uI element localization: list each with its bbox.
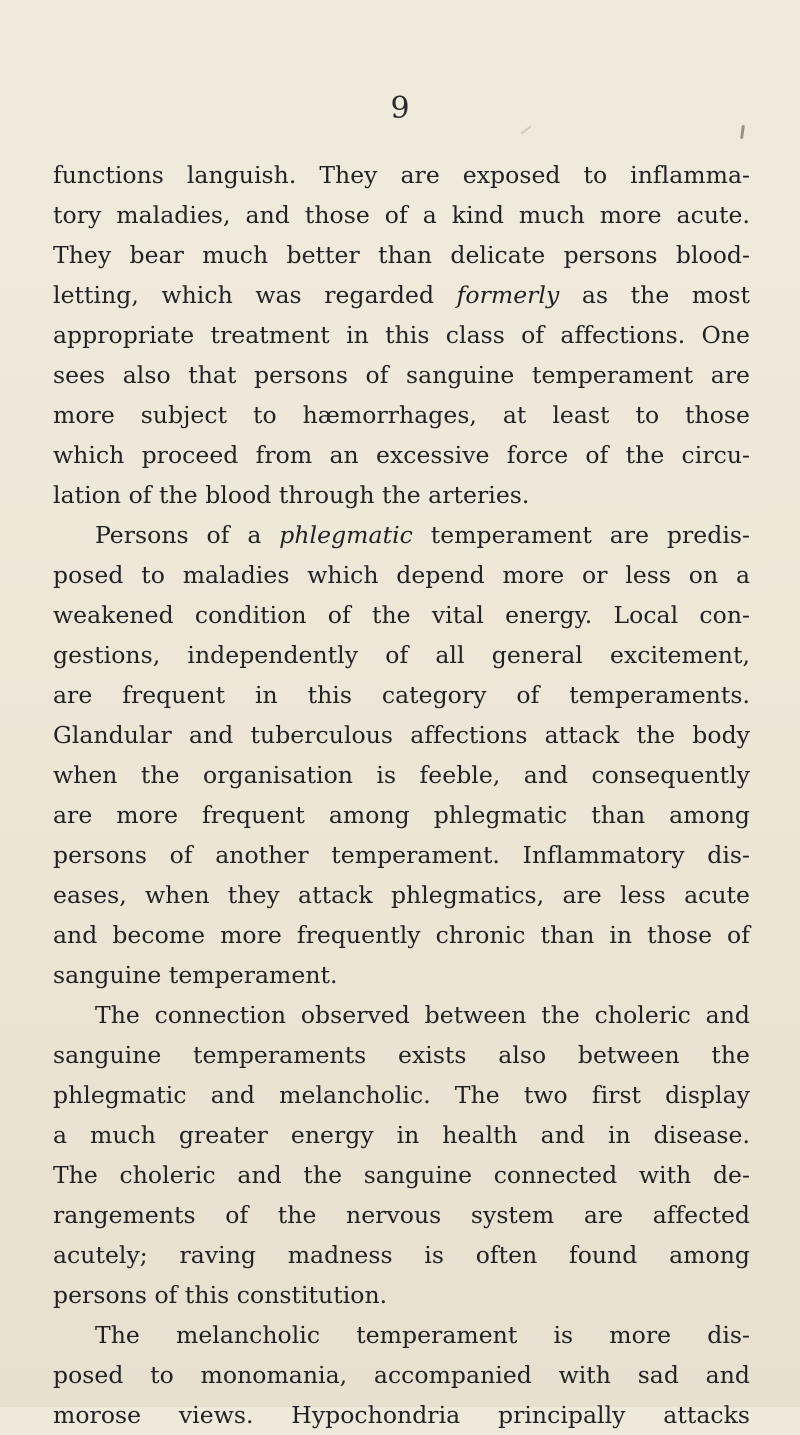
text-line: sanguine temperaments exists also between the — [53, 1041, 750, 1069]
text-line: when the organisation is feeble, and consequently — [53, 761, 750, 789]
margin-mark — [740, 125, 745, 139]
text-line: a much greater energy in health and in disease. — [53, 1121, 750, 1149]
text-line: are more frequent among phlegmatic than among — [53, 801, 750, 829]
text-line: persons of another temperament. Inflammatory dis- — [53, 841, 750, 869]
text-line: lation of the blood through the arteries. — [53, 481, 530, 509]
text-line: morose views. Hypochondria principally attacks — [53, 1401, 750, 1429]
text-line: gestions, independently of all general excitement, — [53, 641, 750, 669]
text-line: are frequent in this category of temperaments. — [53, 681, 750, 709]
text-line: appropriate treatment in this class of affections. One — [53, 321, 750, 349]
paragraph-first-line: The melancholic temperament is more dis- — [95, 1321, 750, 1349]
text-line: weakened condition of the vital energy. Local con- — [53, 601, 750, 629]
text-line: eases, when they attack phlegmatics, are less acute — [53, 881, 750, 909]
text-line: rangements of the nervous system are affected — [53, 1201, 750, 1229]
text-line: which proceed from an excessive force of the circu- — [53, 441, 750, 469]
paragraph-first-line — [53, 515, 750, 555]
text-run: as the most — [559, 281, 750, 309]
text-line: posed to monomania, accompanied with sad and — [53, 1361, 750, 1389]
text-line: functions languish. They are exposed to inflamma- — [53, 161, 750, 189]
text-line — [53, 275, 750, 315]
text-line: sanguine temperament. — [53, 961, 338, 989]
text-run: letting, which was regarded — [53, 281, 457, 309]
text-line: tory maladies, and those of a kind much more acute. — [53, 201, 750, 229]
italic-emphasis: formerly — [456, 281, 560, 309]
text-line: acutely; raving madness is often found among — [53, 1241, 750, 1269]
italic-emphasis: phlegmatic — [279, 521, 413, 549]
text-line: phlegmatic and melancholic. The two first display — [53, 1081, 750, 1109]
text-line: persons of this constitution. — [53, 1281, 388, 1309]
text-line: posed to maladies which depend more or less on a — [53, 561, 750, 589]
text-line: They bear much better than delicate persons blood- — [53, 241, 750, 269]
page-number: 9 — [390, 91, 410, 126]
text-line: The choleric and the sanguine connected with de- — [53, 1161, 750, 1189]
text-line: Glandular and tuberculous affections attack the body — [53, 721, 750, 749]
text-line: sees also that persons of sanguine temperament are — [53, 361, 750, 389]
text-line: more subject to hæmorrhages, at least to those — [53, 401, 750, 429]
text-line: and become more frequently chronic than in those of — [53, 921, 750, 949]
text-run: Persons of a — [95, 521, 280, 549]
text-run: temperament are predis- — [412, 521, 751, 549]
paper-speck — [521, 126, 532, 135]
paragraph-first-line: The connection observed between the choleric and — [95, 1001, 750, 1029]
